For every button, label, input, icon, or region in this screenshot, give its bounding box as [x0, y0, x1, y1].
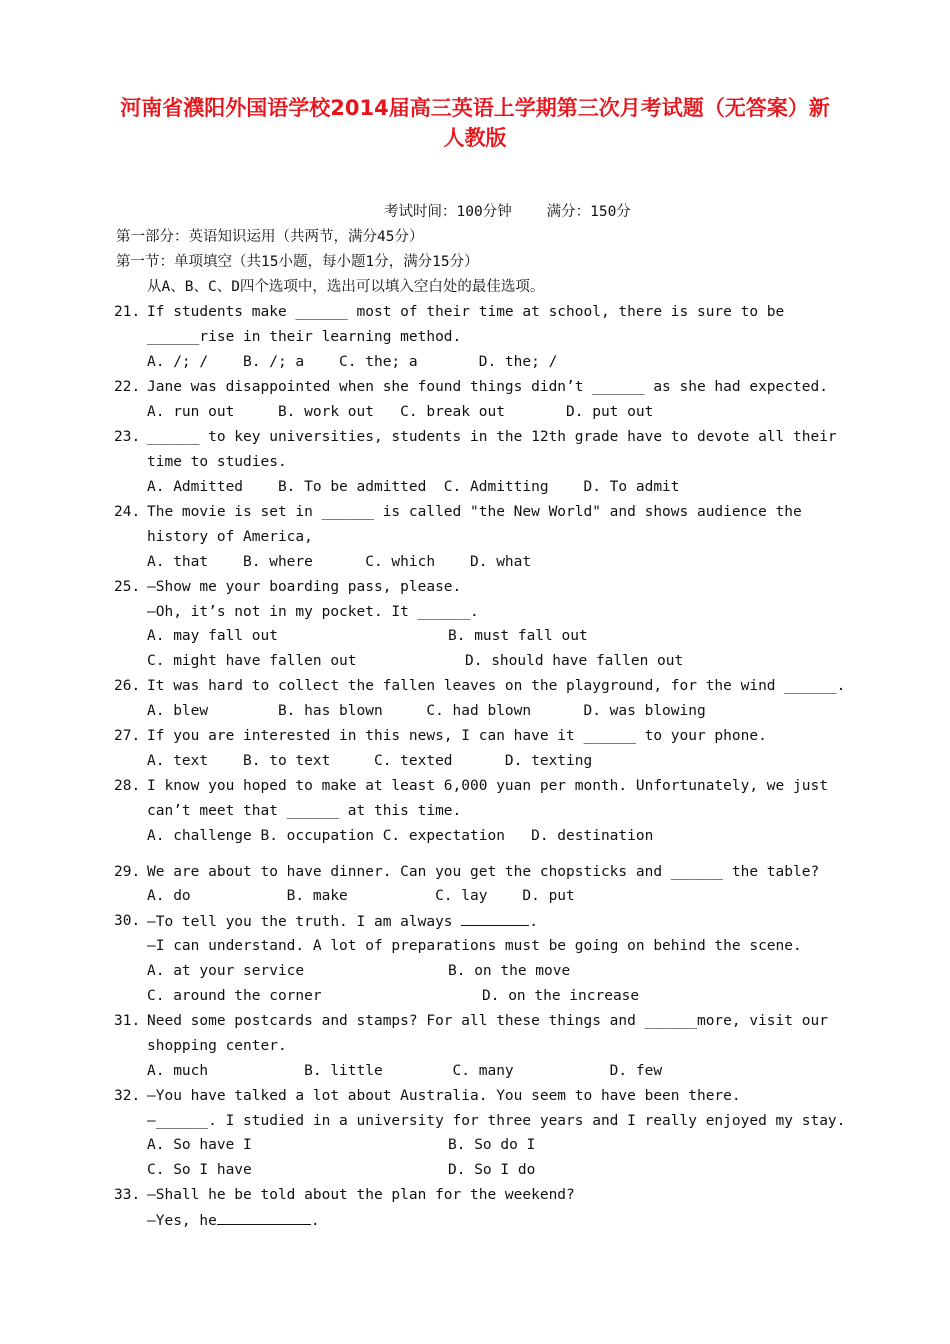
- question-text: Need some postcards and stamps? For all these things and ______more, visit our: [147, 1013, 828, 1029]
- answer-options: A. much B. little C. many D. few: [147, 1063, 663, 1079]
- question-number: 29.: [114, 864, 141, 880]
- question-text: —Shall he be told about the plan for the weekend?: [147, 1187, 575, 1203]
- question-text: —______. I studied in a university for three years and I really enjoyed my stay.: [147, 1113, 846, 1129]
- question-number: 28.: [114, 778, 141, 794]
- answer-blank: [217, 1210, 311, 1225]
- question-number: 24.: [114, 504, 141, 520]
- option-b: B. on the move: [448, 963, 571, 979]
- option-b: B. So do I: [448, 1137, 536, 1153]
- question-text: ______ to key universities, students in the 12th grade have to devote all their: [147, 429, 837, 445]
- question-text: time to studies.: [147, 454, 287, 470]
- question-text: If students make ______ most of their time at school, there is sure to be: [147, 304, 785, 320]
- question-number: 27.: [114, 728, 141, 744]
- option-c: C. around the corner: [147, 988, 322, 1004]
- option-d: D. So I do: [448, 1162, 536, 1178]
- option-a: A. So have I: [147, 1137, 252, 1153]
- question-number: 23.: [114, 429, 141, 445]
- answer-options: A. text B. to text C. texted D. texting: [147, 753, 593, 769]
- question-text: —To tell you the truth. I am always .: [147, 911, 538, 931]
- question-number: 22.: [114, 379, 141, 395]
- question-text: history of America,: [147, 529, 313, 545]
- question-text: Jane was disappointed when she found things didn’t ______ as she had expected.: [147, 379, 828, 395]
- option-a: A. at your service: [147, 963, 305, 979]
- question-number: 30.: [114, 913, 141, 929]
- question-number: 33.: [114, 1187, 141, 1203]
- answer-options: A. challenge B. occupation C. expectation D. destination: [147, 828, 654, 844]
- question-text: It was hard to collect the fallen leaves on the playground, for the wind ______.: [147, 678, 846, 694]
- question-number: 31.: [114, 1013, 141, 1029]
- question-text: —Show me your boarding pass, please.: [147, 579, 462, 595]
- question-number: 21.: [114, 304, 141, 320]
- question-number: 32.: [114, 1088, 141, 1104]
- question-number: 25.: [114, 579, 141, 595]
- question-text: I know you hoped to make at least 6,000 yuan per month. Unfortunately, we just: [147, 778, 828, 794]
- option-a: A. may fall out: [147, 628, 278, 644]
- answer-options: A. /; / B. /; a C. the; a D. the; /: [147, 354, 558, 370]
- option-d: D. should have fallen out: [465, 653, 684, 669]
- question-text: We are about to have dinner. Can you get the chopsticks and ______ the table?: [147, 864, 820, 880]
- question-text: —Oh, it’s not in my pocket. It ______.: [147, 604, 479, 620]
- answer-options: A. run out B. work out C. break out D. put out: [147, 404, 654, 420]
- answer-options: A. do B. make C. lay D. put: [147, 888, 575, 904]
- question-text: If you are interested in this news, I can have it ______ to your phone.: [147, 728, 767, 744]
- question-text: can’t meet that ______ at this time.: [147, 803, 462, 819]
- question-text: —You have talked a lot about Australia. You seem to have been there.: [147, 1088, 741, 1104]
- question-text: ______rise in their learning method.: [147, 329, 462, 345]
- question-text: —I can understand. A lot of preparations must be going on behind the scene.: [147, 938, 802, 954]
- question-text: shopping center.: [147, 1038, 287, 1054]
- option-d: D. on the increase: [482, 988, 640, 1004]
- answer-options: A. blew B. has blown C. had blown D. was blowing: [147, 703, 706, 719]
- exam-info: 考试时间：100分钟 满分：150分: [384, 204, 631, 220]
- page-title: 河南省濮阳外国语学校2014届高三英语上学期第三次月考试题（无答案）新人教版: [120, 96, 830, 150]
- option-b: B. must fall out: [448, 628, 588, 644]
- answer-options: A. that B. where C. which D. what: [147, 554, 532, 570]
- instruction: 从A、B、C、D四个选项中，选出可以填入空白处的最佳选项。: [147, 279, 545, 295]
- option-c: C. So I have: [147, 1162, 252, 1178]
- question-text: —Yes, he .: [147, 1210, 320, 1230]
- section-heading: 第一节：单项填空（共15小题，每小题1分，满分15分）: [116, 254, 479, 270]
- question-number: 26.: [114, 678, 141, 694]
- answer-blank: [461, 911, 529, 926]
- option-c: C. might have fallen out: [147, 653, 357, 669]
- answer-options: A. Admitted B. To be admitted C. Admitting D. To admit: [147, 479, 680, 495]
- question-text: The movie is set in ______ is called "the New World" and shows audience the: [147, 504, 802, 520]
- part-heading: 第一部分：英语知识运用（共两节，满分45分）: [116, 229, 424, 245]
